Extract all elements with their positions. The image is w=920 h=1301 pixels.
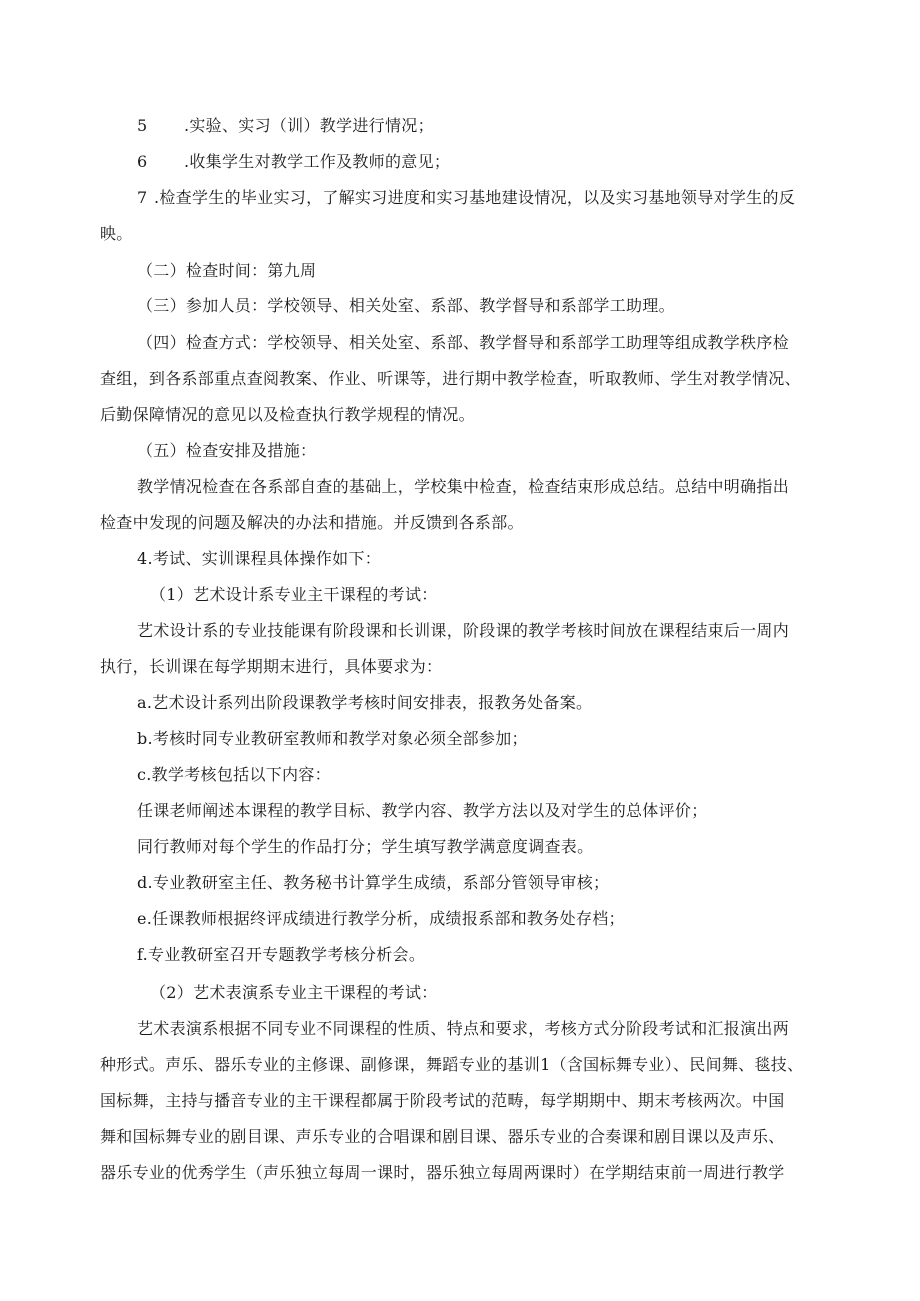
arrangement-heading: （五）检查安排及措施： [137,441,317,460]
subsection-heading: （2）艺术表演系专业主干课程的考试： [150,983,438,1002]
check-time: （二）检查时间：第九周 [137,261,317,280]
subsection-heading: （1）艺术设计系专业主干课程的考试： [150,585,438,604]
sub2-line: 种形式。声乐、器乐专业的主修课、副修课，舞蹈专业的基训1（含国标舞专业）、民间舞、毯技、 [100,1055,804,1074]
item-number: 5 [137,116,148,135]
item-text: .收集学生对教学工作及教师的意见； [184,152,451,171]
sub1-line: 同行教师对每个学生的作品打分；学生填写教学满意度调查表。 [137,837,594,856]
sub1-line: d.专业教研室主任、教务秘书计算学生成绩，系部分管领导审核； [137,873,610,892]
sub1-line: e.任课教师根据终评成绩进行教学分析，成绩报系部和教务处存档； [137,909,625,928]
sub1-line: 艺术设计系的专业技能课有阶段课和长训课，阶段课的教学考核时间放在课程结束后一周内 [137,621,790,640]
sub2-line: 艺术表演系根据不同专业不同课程的性质、特点和要求，考核方式分阶段考试和汇报演出两 [137,1019,790,1038]
item-text: .实验、实习（训）教学进行情况； [184,116,434,135]
sub1-line: 执行，长训课在每学期期末进行，具体要求为： [100,657,443,676]
arrangement-line: 检查中发现的问题及解决的办法和措施。并反馈到各系部。 [100,513,524,532]
sub1-line: 任课老师阐述本课程的教学目标、教学内容、教学方法以及对学生的总体评价； [137,801,708,820]
sub2-line: 国标舞，主持与播音专业的主干课程都属于阶段考试的范畴，每学期期中、期末考核两次。中国 [100,1091,785,1110]
sub1-line: c.教学考核包括以下内容： [137,765,331,784]
item-text: .检查学生的毕业实习，了解实习进度和实习基地建设情况，以及实习基地领导对学生的反 [154,188,796,207]
method-line: 查组，到各系部重点查阅教案、作业、听课等，进行期中教学检查，听取教师、学生对教学情况、 [100,369,801,388]
method-line: （四）检查方式：学校领导、相关处室、系部、教学督导和系部学工助理等组成教学秩序检 [137,333,790,352]
item-number: 6 [137,152,148,171]
item-text-continuation: 映。 [100,224,133,243]
sub1-line: b.考核时同专业教研室教师和教学对象必须全部参加； [137,729,528,748]
method-line: 后勤保障情况的意见以及检查执行教学规程的情况。 [100,405,475,424]
item-number: 7 [137,188,148,207]
arrangement-line: 教学情况检查在各系部自查的基础上，学校集中检查，检查结束形成总结。总结中明确指出 [137,477,790,496]
sub2-line: 舞和国标舞专业的剧目课、声乐专业的合唱课和剧目课、器乐专业的合奏课和剧目课以及声乐、 [100,1127,785,1146]
sub2-line: 器乐专业的优秀学生（声乐独立每周一课时，器乐独立每周两课时）在学期结束前一周进行教学 [100,1163,785,1182]
sub1-line: f.专业教研室召开专题教学考核分析会。 [137,945,426,964]
participants: （三）参加人员：学校领导、相关处室、系部、教学督导和系部学工助理。 [137,296,675,315]
section-heading: 4.考试、实训课程具体操作如下： [137,549,382,568]
sub1-line: a.艺术设计系列出阶段课教学考核时间安排表，报教务处备案。 [137,693,593,712]
